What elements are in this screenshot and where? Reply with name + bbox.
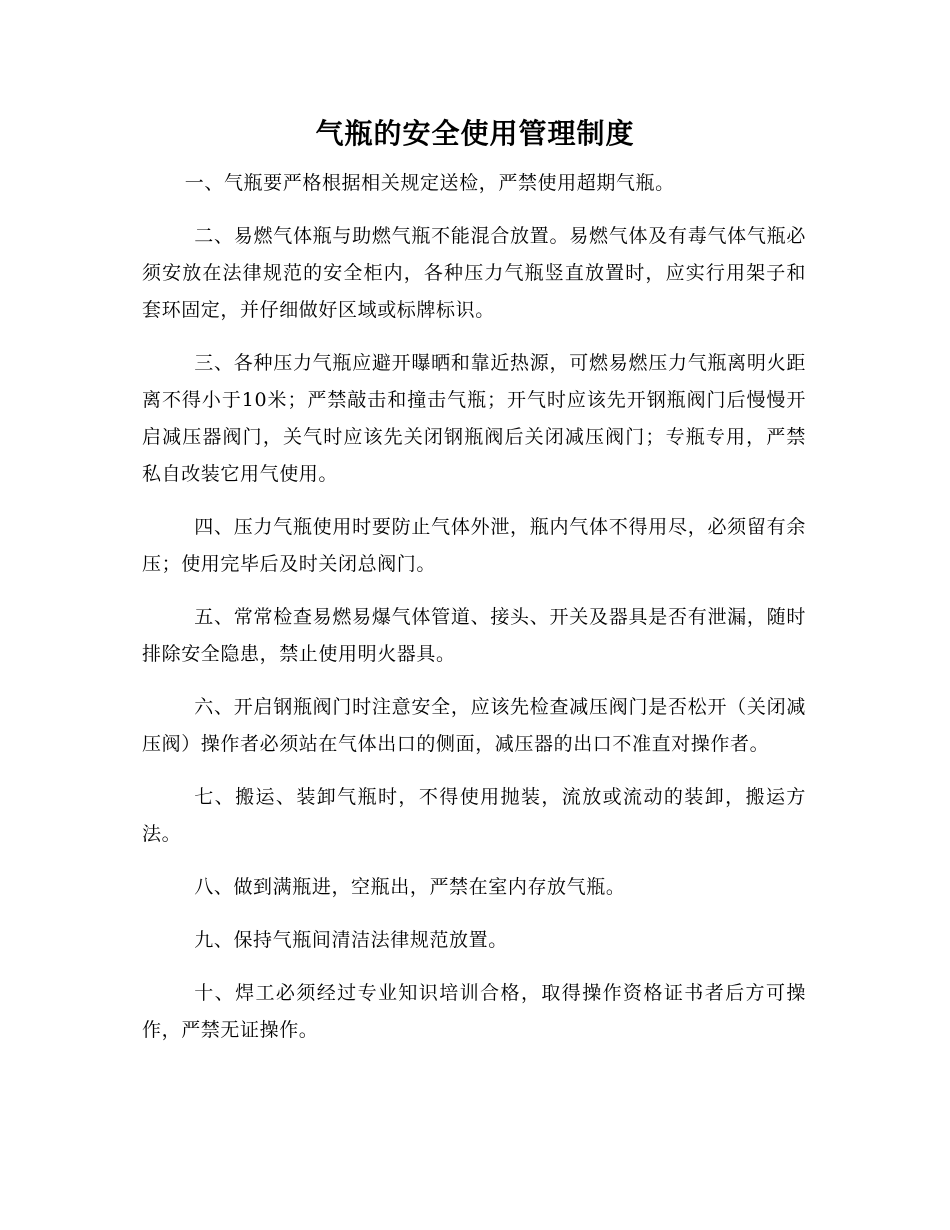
paragraph-6: 六、开启钢瓶阀门时注意安全，应该先检查减压阀门是否松开（关闭减压阀）操作者必须站在气体出口的侧面，减压器的出口不准直对操作者。 xyxy=(142,696,806,755)
document-title: 气瓶的安全使用管理制度 xyxy=(315,117,635,150)
paragraph-2: 二、易燃气体瓶与助燃气瓶不能混合放置。易燃气体及有毒气体气瓶必须安放在法律规范的安全柜内，各种压力气瓶竖直放置时，应实行用架子和套环固定，并仔细做好区域或标牌标识。 xyxy=(142,225,806,321)
paragraph-4: 四、压力气瓶使用时要防止气体外泄，瓶内气体不得用尽，必须留有余压；使用完毕后及时关闭总阀门。 xyxy=(142,516,806,575)
paragraph-8: 八、做到满瓶进，空瓶出，严禁在室内存放气瓶。 xyxy=(194,876,626,898)
document-body xyxy=(142,165,806,1065)
paragraph-9: 九、保持气瓶间清洁法律规范放置。 xyxy=(194,929,508,951)
paragraph-1: 一、气瓶要严格根据相关规定送检，严禁使用超期气瓶。 xyxy=(184,172,675,194)
paragraph-7: 七、搬运、装卸气瓶时，不得使用抛装，流放或流动的装卸，搬运方法。 xyxy=(142,786,806,845)
paragraph-3: 三、各种压力气瓶应避开曝晒和靠近热源，可燃易燃压力气瓶离明火距离不得小于10米；严禁敲击和撞击气瓶；开气时应该先开钢瓶阀门后慢慢开启减压器阀门，关气时应该先关闭钢瓶阀后关闭减压阀门；专瓶专用，严禁私自改装它用气使用。 xyxy=(142,352,806,485)
paragraph-5: 五、常常检查易燃易爆气体管道、接头、开关及器具是否有泄漏，随时排除安全隐患，禁止使用明火器具。 xyxy=(142,606,806,665)
paragraph-10: 十、焊工必须经过专业知识培训合格，取得操作资格证书者后方可操作，严禁无证操作。 xyxy=(142,982,806,1041)
